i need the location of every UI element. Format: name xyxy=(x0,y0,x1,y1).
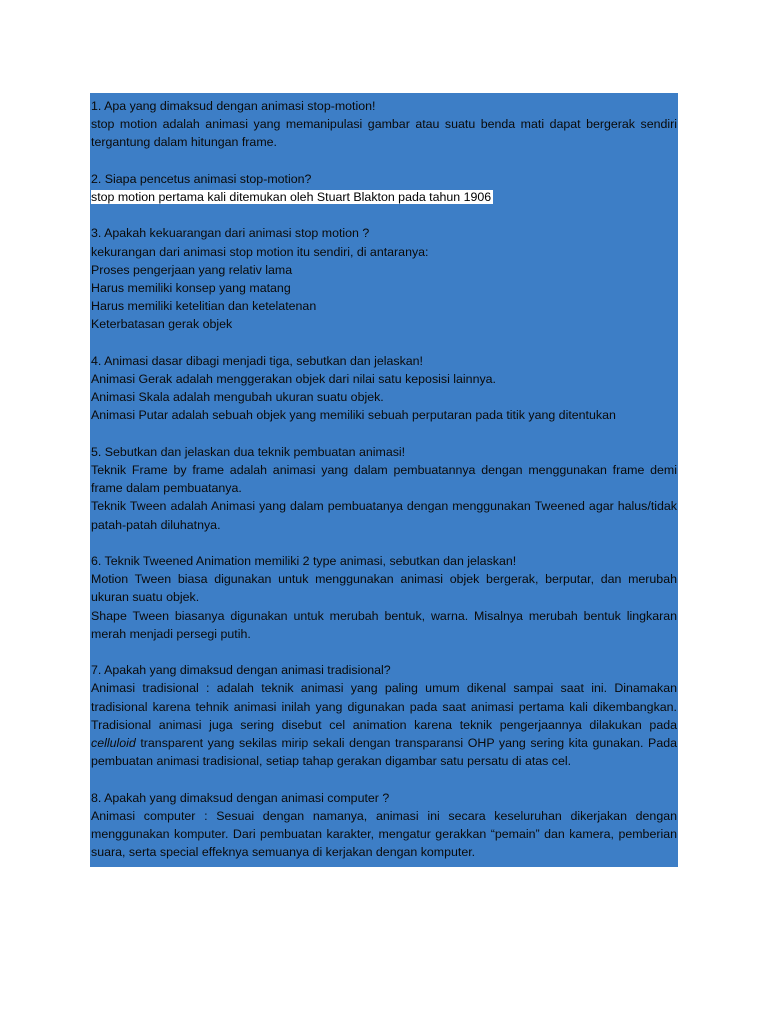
spacer xyxy=(91,334,677,352)
question-2: 2. Siapa pencetus animasi stop-motion? xyxy=(91,171,312,186)
question-8: 8. Apakah yang dimaksud dengan animasi computer ? xyxy=(91,790,390,805)
answer-4-item: Animasi Skala adalah mengubah ukuran suatu objek. xyxy=(91,390,384,405)
answer-7-italic-term: celluloid xyxy=(91,736,136,751)
question-7: 7. Apakah yang dimaksud dengan animasi tradisional? xyxy=(91,663,391,678)
question-1: 1. Apa yang dimaksud dengan animasi stop-motion! xyxy=(91,99,376,113)
answer-2-line xyxy=(91,188,677,206)
answer-3-item: Harus memiliki ketelitian dan ketelatenan xyxy=(91,299,317,314)
spacer xyxy=(91,770,677,788)
question-3: 3. Apakah kekuarangan dari animasi stop motion ? xyxy=(91,226,370,241)
question-4: 4. Animasi dasar dibagi menjadi tiga, sebutkan dan jelaskan! xyxy=(91,353,423,368)
question-6: 6. Teknik Tweened Animation memiliki 2 type animasi, sebutkan dan jelaskan! xyxy=(91,554,517,568)
answer-8-paragraph: Animasi computer : Sesuai dengan namanya, animasi ini secara keseluruhan dikerjakan dengan menggunakan komputer. Dari pembuatan karakter, mengatur gerakkan “pemain” dan kamera, pemberian suara, serta special effeknya semuanya di kerjakan dengan komputer. xyxy=(91,808,677,860)
spacer xyxy=(91,534,677,552)
answer-6-paragraph: Shape Tween biasanya digunakan untuk merubah bentuk, warna. Misalnya merubah bentuk lingkaran merah menjadi persegi putih. xyxy=(91,608,677,641)
answer-7-paragraph xyxy=(91,679,677,770)
spacer xyxy=(91,643,677,661)
spacer xyxy=(91,206,677,224)
answer-4-item: Animasi Gerak adalah menggerakan objek dari nilai satu keposisi lainnya. xyxy=(91,372,496,386)
spacer xyxy=(91,152,677,170)
document-text-block xyxy=(90,93,678,867)
answer-3-item: Harus memiliki konsep yang matang xyxy=(91,281,291,295)
spacer xyxy=(91,425,677,443)
answer-6-paragraph: Motion Tween biasa digunakan untuk menggunakan animasi objek bergerak, berputar, dan merubah ukuran suatu objek. xyxy=(91,572,677,605)
answer-3-item: Proses pengerjaan yang relativ lama xyxy=(91,262,293,277)
answer-5-paragraph: Teknik Tween adalah Animasi yang dalam pembuatanya dengan menggunakan Tweened agar halus/tidak patah-patah diluhatnya. xyxy=(91,499,677,532)
answer-1: stop motion adalah animasi yang memanipulasi gambar atau suatu benda mati dapat bergerak sendiri tergantung dalam hitungan frame. xyxy=(91,117,677,150)
answer-3-intro: kekurangan dari animasi stop motion itu sendiri, di antaranya: xyxy=(91,244,429,259)
answer-7-text-start: Animasi tradisional : adalah teknik animasi yang paling umum dikenal sampai saat ini. Dinamakan tradisional karena tehnik animasi inilah yang digunakan pada saat animasi pertama kali dikembangkan. Tradisional animasi juga sering disebut cel animation karena teknik pengerjaannya dilakukan pada xyxy=(91,681,677,732)
question-5: 5. Sebutkan dan jelaskan dua teknik pembuatan animasi! xyxy=(91,444,406,459)
answer-7-text-end: transparent yang sekilas mirip sekali dengan transparansi OHP yang sering kita gunakan. Pada pembuatan animasi tradisional, setiap tahap gerakan digambar satu persatu di atas cel. xyxy=(91,736,677,769)
answer-4-item: Animasi Putar adalah sebuah objek yang memiliki sebuah perputaran pada titik yang ditentukan xyxy=(91,408,616,423)
answer-3-item: Keterbatasan gerak objek xyxy=(91,317,233,332)
answer-5-paragraph: Teknik Frame by frame adalah animasi yang dalam pembuatannya dengan menggunakan frame demi frame dalam pembuatanya. xyxy=(91,463,677,496)
answer-2-highlight: stop motion pertama kali ditemukan oleh Stuart Blakton pada tahun 1906 xyxy=(91,190,492,204)
